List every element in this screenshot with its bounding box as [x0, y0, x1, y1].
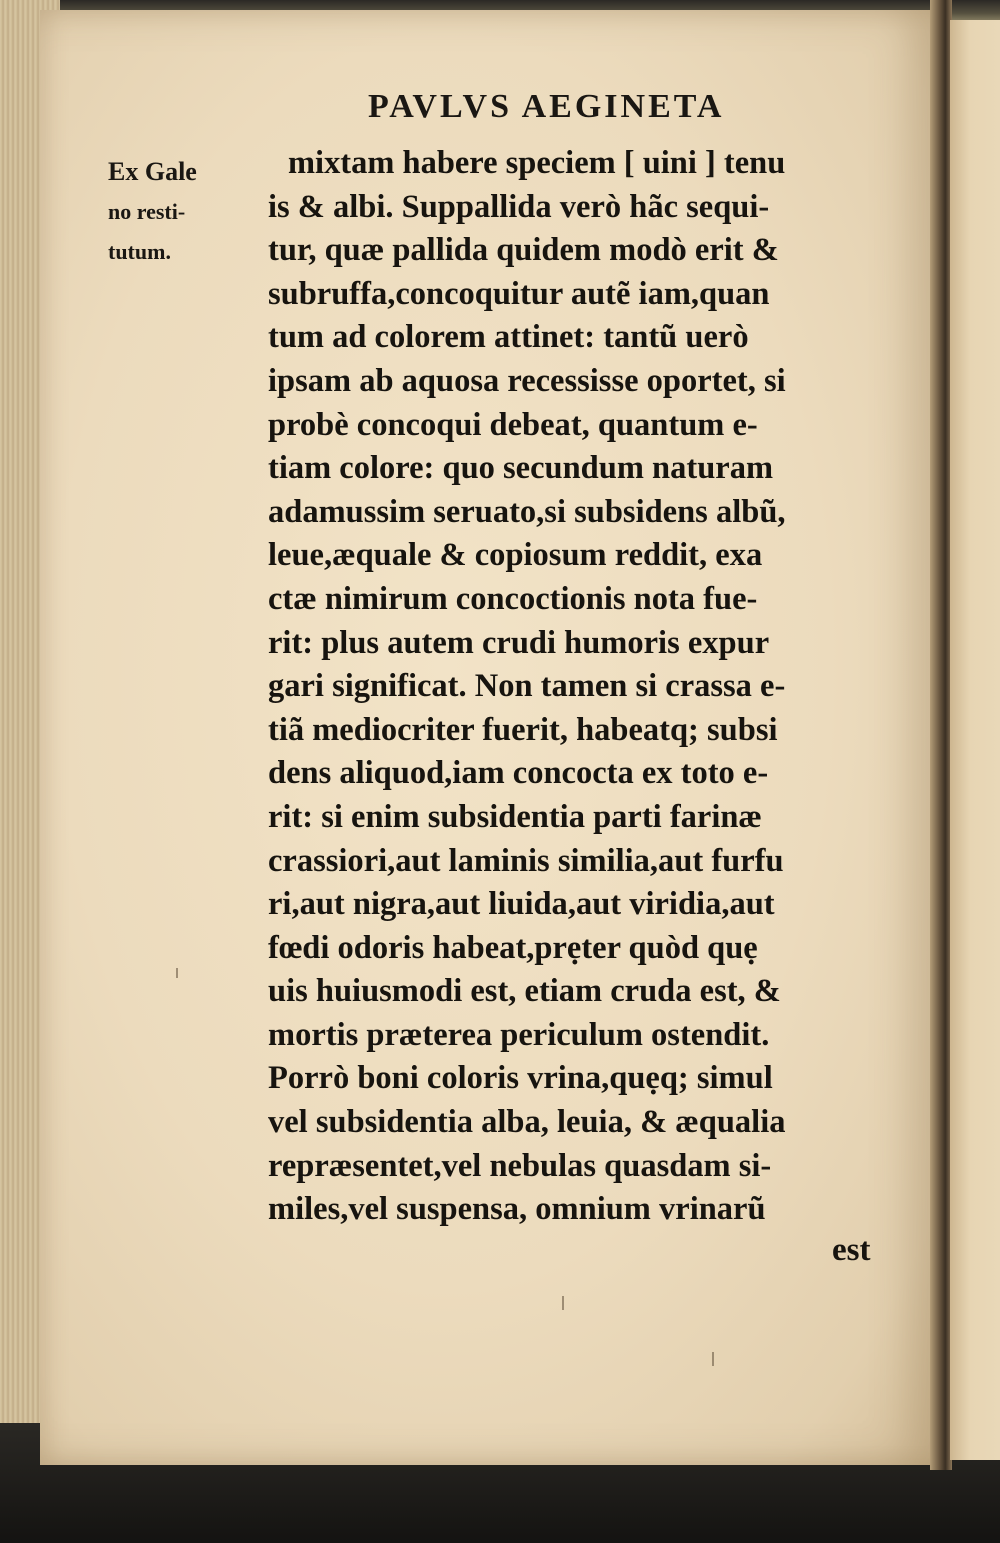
book-gutter	[930, 0, 952, 1470]
text-line: leue,æquale & copiosum reddit, exa	[268, 537, 763, 574]
text-line: ipsam ab aquosa recessisse oportet, si	[268, 362, 786, 399]
text-line: fœdi odoris habeat,prẹter quòd quẹ	[268, 929, 758, 966]
text-line: ctæ nimirum concoctionis nota fue-	[268, 580, 758, 617]
text-line: tiã mediocriter fuerit, habeatq; subsi	[268, 711, 778, 748]
text-line: subruffa,concoquitur autẽ iam,quan	[268, 275, 770, 312]
text-line: mortis præterea periculum ostendit.	[268, 1016, 770, 1053]
text-line: miles,vel suspensa, omnium vrinarũ	[268, 1191, 766, 1228]
text-line: adamussim seruato,si subsidens albũ,	[268, 493, 786, 530]
text-line: repræsentet,vel nebulas quasdam si-	[268, 1147, 772, 1184]
main-text	[268, 142, 918, 1232]
right-page-edge	[950, 20, 1000, 1460]
ink-speck	[712, 1352, 714, 1366]
text-line: uis huiusmodi est, etiam cruda est, &	[268, 973, 781, 1010]
ink-speck	[176, 968, 178, 978]
text-line: tiam colore: quo secundum naturam	[268, 450, 774, 487]
marginal-line: no resti-	[108, 199, 186, 224]
marginal-note	[108, 152, 268, 272]
text-line: mixtam habere speciem [ uini ] tenu	[288, 145, 786, 181]
text-line: is & albi. Suppallida verò hãc sequi-	[268, 188, 770, 225]
text-line: tur, quæ pallida quidem modò erit &	[268, 232, 779, 269]
text-line: tum ad colorem attinet: tantũ uerò	[268, 319, 749, 356]
catchword: est	[832, 1232, 871, 1268]
text-line: ri,aut nigra,aut liuida,aut viridia,aut	[268, 886, 775, 923]
text-line: rit: si enim subsidentia parti farinæ	[268, 798, 762, 835]
text-line: rit: plus autem crudi humoris expur	[268, 624, 770, 661]
text-line: vel subsidentia alba, leuia, & æqualia	[268, 1104, 786, 1141]
running-head: PAVLVS AEGINETA	[368, 88, 725, 125]
text-line: dens aliquod,iam concocta ex toto e-	[268, 755, 769, 792]
ink-speck	[562, 1296, 564, 1310]
text-line: crassiori,aut laminis similia,aut furfu	[268, 842, 784, 879]
marginal-line: Ex Gale	[108, 157, 197, 186]
marginal-line: tutum.	[108, 239, 171, 264]
text-line: probè concoqui debeat, quantum e-	[268, 406, 758, 443]
text-line: Porrò boni coloris vrina,quẹq; simul	[268, 1060, 773, 1097]
text-line: gari significat. Non tamen si crassa e-	[268, 668, 786, 705]
